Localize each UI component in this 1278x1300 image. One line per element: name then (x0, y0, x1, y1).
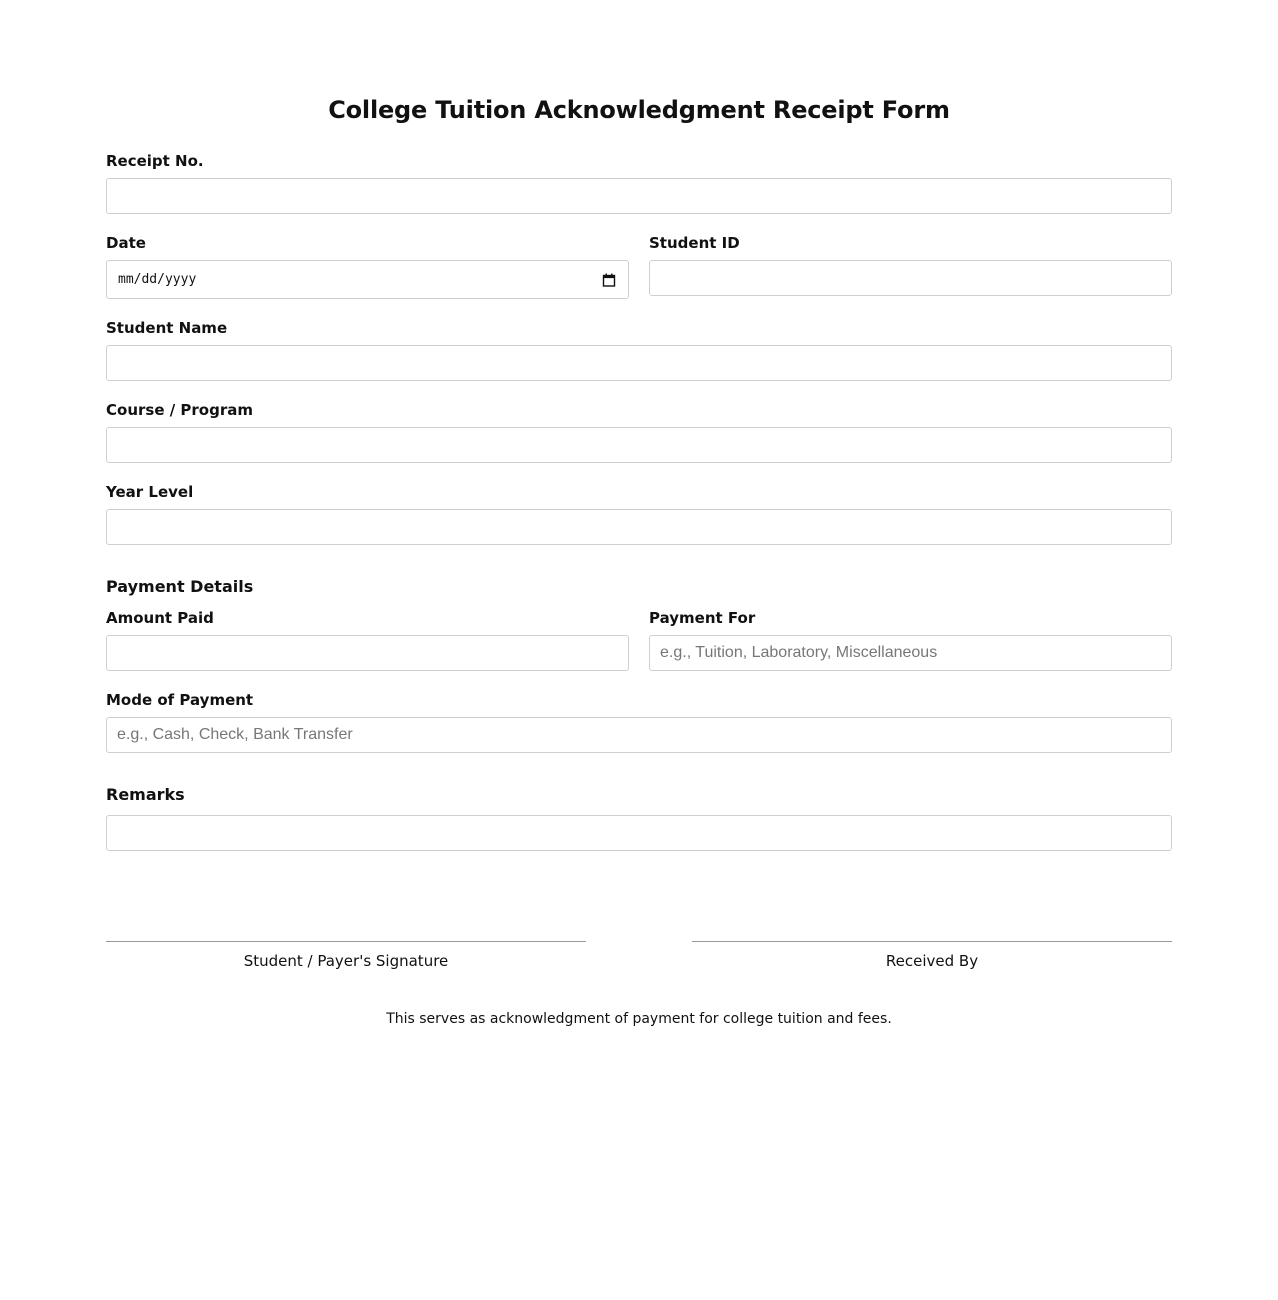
payment-details-heading: Payment Details (106, 577, 254, 596)
student-id-label: Student ID (649, 234, 740, 252)
payment-for-input[interactable] (649, 635, 1172, 671)
student-name-input[interactable] (106, 345, 1172, 381)
year-level-input[interactable] (106, 509, 1172, 545)
calendar-icon[interactable] (602, 273, 616, 287)
receipt-no-label: Receipt No. (106, 152, 204, 170)
amount-paid-label: Amount Paid (106, 609, 214, 627)
payment-for-label: Payment For (649, 609, 756, 627)
mode-of-payment-label: Mode of Payment (106, 691, 254, 709)
date-input[interactable] (106, 260, 629, 299)
remarks-label: Remarks (106, 785, 185, 804)
year-level-label: Year Level (106, 483, 194, 501)
payer-signature-line (106, 941, 586, 942)
course-program-label: Course / Program (106, 401, 253, 419)
remarks-input[interactable] (106, 815, 1172, 851)
date-label: Date (106, 234, 146, 252)
student-id-input[interactable] (649, 260, 1172, 296)
amount-paid-input[interactable] (106, 635, 629, 671)
mode-of-payment-input[interactable] (106, 717, 1172, 753)
date-placeholder: mm/dd/yyyy (118, 272, 197, 287)
payer-signature-label: Student / Payer's Signature (243, 952, 449, 970)
student-name-label: Student Name (106, 319, 228, 337)
footer-note: This serves as acknowledgment of payment for college tuition and fees. (386, 1011, 892, 1027)
receipt-no-input[interactable] (106, 178, 1172, 214)
course-program-input[interactable] (106, 427, 1172, 463)
received-by-line (692, 941, 1172, 942)
received-by-label: Received By (885, 952, 979, 970)
page-title: College Tuition Acknowledgment Receipt Form (328, 96, 950, 124)
